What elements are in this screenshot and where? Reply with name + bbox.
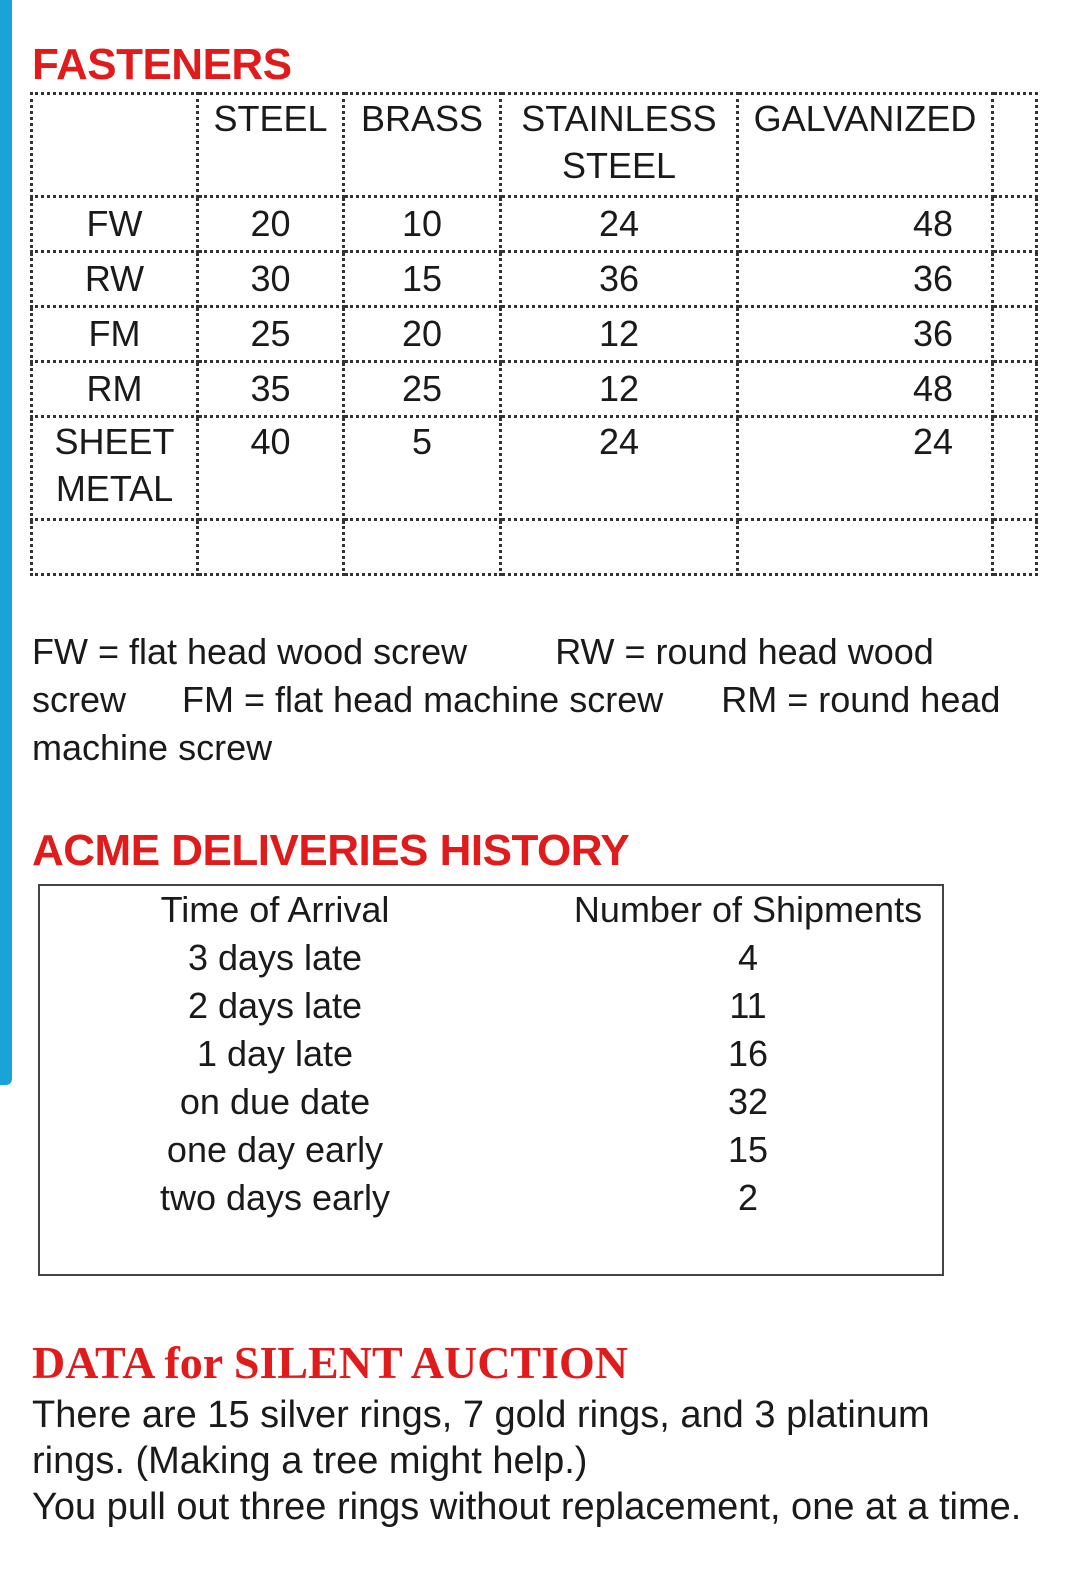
cell-value: 24 — [501, 417, 738, 520]
cell-value: 10 — [344, 197, 501, 252]
cell-value: 30 — [198, 252, 344, 307]
acme-table — [40, 886, 946, 1222]
table-row — [40, 1126, 946, 1174]
cell-value: 48 — [738, 362, 993, 417]
table-row — [40, 1174, 946, 1222]
cell-empty — [32, 520, 198, 575]
cell-value: 36 — [738, 307, 993, 362]
cell-value: 48 — [738, 197, 993, 252]
cell-value: 25 — [198, 307, 344, 362]
auction-title: DATA for SILENT AUCTION — [32, 1337, 629, 1388]
table-row — [32, 197, 1037, 252]
cell-value: 20 — [198, 197, 344, 252]
arrival-time: 1 day late — [196, 1033, 354, 1074]
cell-empty — [993, 362, 1037, 417]
shipment-count: 15 — [727, 1129, 769, 1170]
left-accent-bar — [0, 0, 12, 1085]
shipment-count: 2 — [737, 1177, 759, 1218]
fasteners-header-row — [32, 94, 1037, 197]
cell-empty — [738, 520, 993, 575]
header-steel: STEEL — [198, 94, 344, 197]
arrival-time: two days early — [159, 1177, 391, 1218]
cell-empty — [993, 417, 1037, 520]
cell-value: 36 — [501, 252, 738, 307]
legend-fw: FW = flat head wood screw — [32, 631, 468, 672]
shipment-count: 16 — [727, 1033, 769, 1074]
header-brass: BRASS — [344, 94, 501, 197]
shipment-count: 11 — [729, 985, 767, 1026]
table-row — [32, 362, 1037, 417]
header-stainless-steel: STAINLESS STEEL — [501, 94, 738, 197]
arrival-time: 3 days late — [187, 937, 363, 978]
row-label: FM — [32, 307, 198, 362]
cell-empty — [993, 252, 1037, 307]
acme-table-box — [38, 884, 944, 1276]
cell-empty — [993, 307, 1037, 362]
table-row — [32, 307, 1037, 362]
arrival-time: one day early — [166, 1129, 384, 1170]
cell-empty — [501, 520, 738, 575]
cell-value: 40 — [198, 417, 344, 520]
cell-value: 15 — [344, 252, 501, 307]
arrival-time: 2 days late — [187, 985, 363, 1026]
cell-value: 12 — [501, 307, 738, 362]
table-row — [32, 417, 1037, 520]
cell-value: 12 — [501, 362, 738, 417]
table-row — [40, 934, 946, 982]
cell-value: 24 — [501, 197, 738, 252]
legend-rm: RM = round head machine screw — [32, 679, 1001, 768]
table-row — [40, 982, 946, 1030]
cell-value: 25 — [344, 362, 501, 417]
header-number-of-shipments: Number of Shipments — [573, 889, 923, 930]
header-corner — [32, 94, 198, 197]
cell-value: 36 — [738, 252, 993, 307]
cell-empty — [993, 520, 1037, 575]
row-label: RM — [32, 362, 198, 417]
table-row — [40, 1030, 946, 1078]
legend-rw: RW = round head wood screw — [32, 631, 934, 720]
cell-empty — [198, 520, 344, 575]
cell-value: 35 — [198, 362, 344, 417]
cell-value: 20 — [344, 307, 501, 362]
fasteners-legend — [32, 628, 1032, 772]
shipment-count: 32 — [727, 1081, 769, 1122]
table-row — [32, 252, 1037, 307]
cell-empty — [993, 197, 1037, 252]
auction-text — [32, 1392, 1032, 1530]
row-label: RW — [32, 252, 198, 307]
header-time-of-arrival: Time of Arrival — [160, 889, 390, 930]
table-row — [40, 1078, 946, 1126]
acme-title: ACME DELIVERIES HISTORY — [32, 826, 630, 875]
cell-value: 5 — [344, 417, 501, 520]
cell-value: 24 — [738, 417, 993, 520]
shipment-count: 4 — [737, 937, 759, 978]
arrival-time: on due date — [179, 1081, 371, 1122]
row-label: SHEET METAL — [32, 417, 198, 520]
legend-fm: FM = flat head machine screw — [182, 679, 664, 720]
auction-paragraph-1: There are 15 silver rings, 7 gold rings, and 3 platinum rings. (Making a tree might help.) — [32, 1394, 930, 1482]
auction-paragraph-2: You pull out three rings without replacement, one at a time. — [32, 1486, 1022, 1528]
fasteners-table — [30, 92, 1038, 576]
header-extra — [993, 94, 1037, 197]
row-label: FW — [32, 197, 198, 252]
fasteners-title: FASTENERS — [32, 40, 292, 89]
cell-empty — [344, 520, 501, 575]
acme-header-row — [40, 886, 946, 934]
header-galvanized: GALVANIZED — [738, 94, 993, 197]
table-row-empty — [32, 520, 1037, 575]
